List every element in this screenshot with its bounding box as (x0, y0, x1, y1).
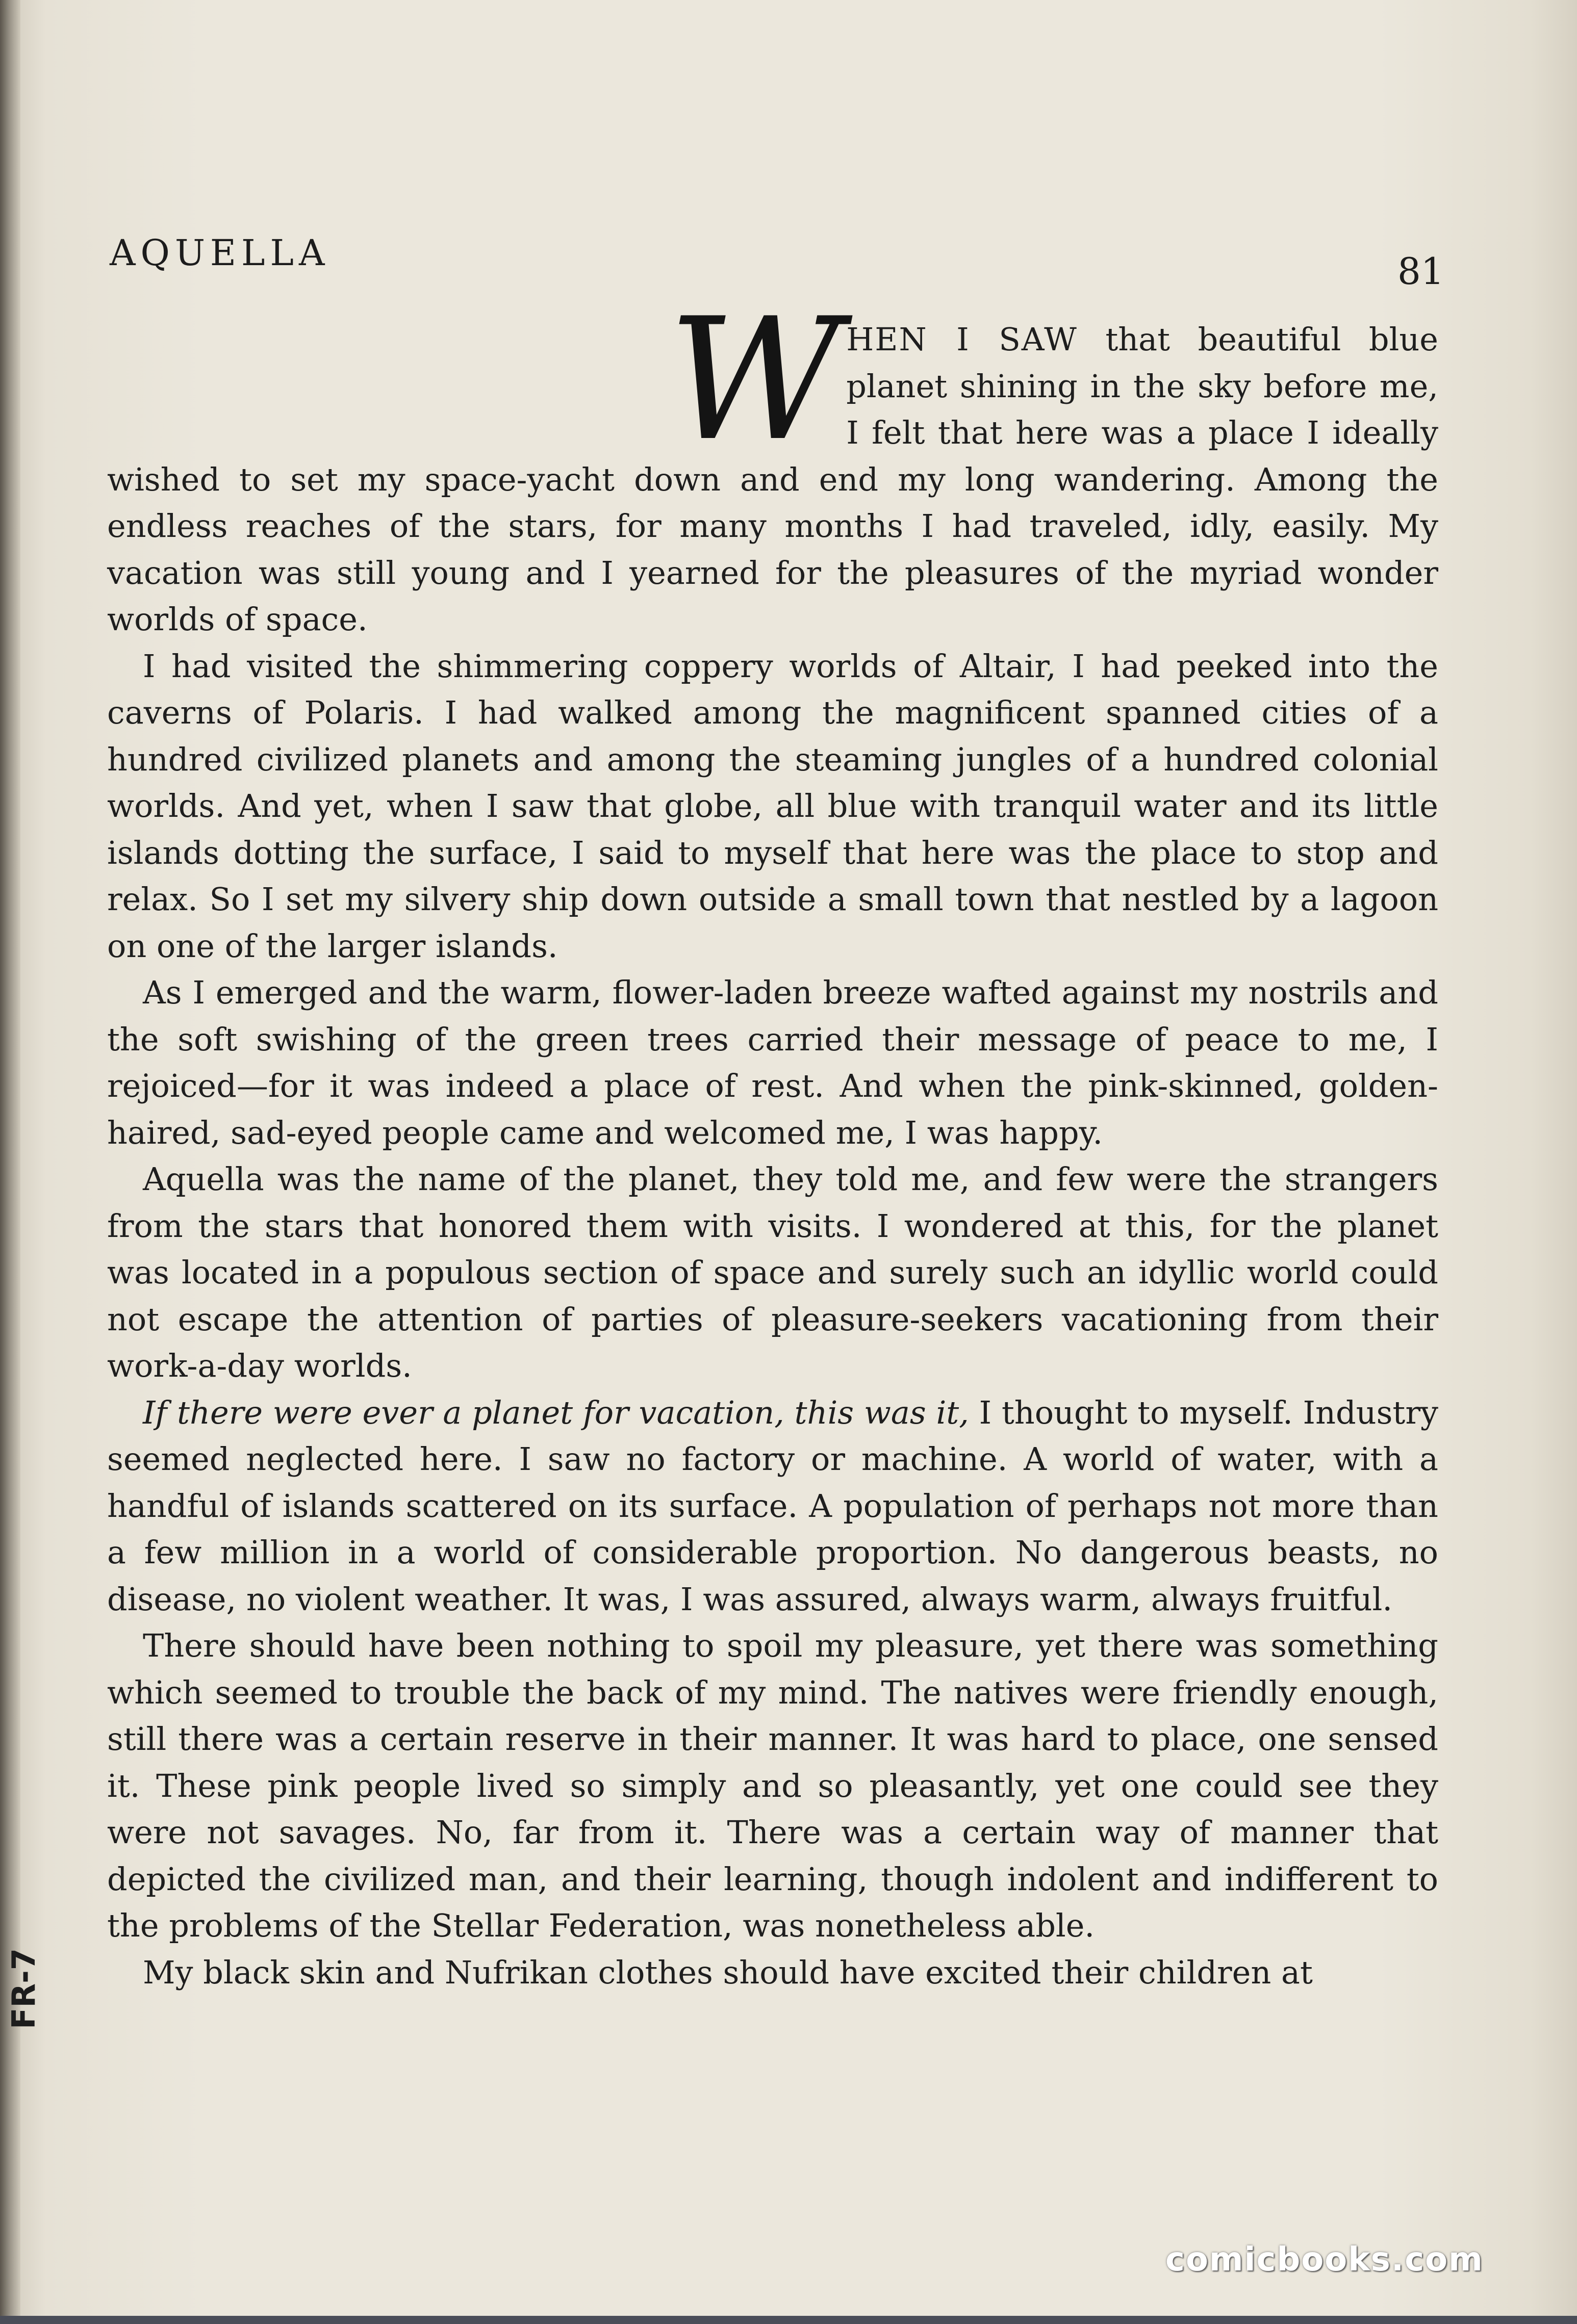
scan-bottom-edge (0, 2316, 1577, 2324)
paragraph-5 (107, 1389, 1438, 1623)
paragraph-1-text: that beautiful blue planet shining in the sky before me, I felt that here was a place I ideally wished to set my space-yacht down and end my long wandering. Among the endless reaches of the stars, for many months I had traveled, idly, easily. My vacation was still young and I yearned for the pleasures of the myriad wonder worlds of space. (107, 321, 1438, 638)
dropcap-offset (107, 316, 668, 454)
watermark: comicbooks.com (1165, 2241, 1484, 2279)
opening-words: HEN I SAW (846, 321, 1078, 358)
paragraph-4: Aquella was the name of the planet, they told me, and few were the strangers from the stars that honored them with visits. I wondered at this, for the planet was located in a populous section of space and surely such an idyllic world could not escape the attention of parties of pleasure-seekers vacationing from their work-a-day worlds. (107, 1160, 1438, 1384)
paragraph-6: There should have been nothing to spoil my pleasure, yet there was something which seemed to trouble the back of my mind. The natives were friendly enough, still there was a certain reserve in their manner. It was hard to place, one sensed it. These pink people lived so simply and so pleasantly, yet one could see they were not savages. No, far from it. There was a certain way of manner that depicted the civilized man, and their learning, though indolent and indifferent to the problems of the Stellar Federation, was nonetheless able. (107, 1627, 1438, 1944)
paragraph-5-text: I thought to myself. Industry seemed neglected here. I saw no factory or machine. A world of water, with a handful of islands scattered on its surface. A population of perhaps not more than a few million in a world of considerable proportion. No dangerous beasts, no disease, no violent weather. It was, I was assured, always warm, always fruitful. (107, 1393, 1438, 1618)
paragraph-2: I had visited the shimmering coppery worlds of Altair, I had peeked into the caverns of Polaris. I had walked among the magnificent spanned cities of a hundred civilized planets and among the steaming jungles of a hundred colonial worlds. And yet, when I saw that globe, all blue with tranquil water and its little islands dotting the surface, I said to myself that here was the place to stop and relax. So I set my silvery ship down outside a small town that nestled by a lagoon on one of the larger islands. (107, 647, 1438, 965)
story-body (107, 282, 1438, 1996)
paragraph-1 (107, 282, 1438, 643)
running-head: AQUELLA (110, 232, 330, 274)
paragraph-3: As I emerged and the warm, flower-laden breeze wafted against my nostrils and the soft swishing of the green trees carried their message of peace to me, I rejoiced—for it was indeed a place of rest. And when the pink-skinned, golden-haired, sad-eyed people came and welcomed me, I was happy. (107, 974, 1438, 1151)
drop-cap: W (668, 282, 842, 478)
italic-thought: If there were ever a planet for vacation, this was it, (143, 1393, 969, 1431)
page-number: 81 (1397, 250, 1444, 293)
paragraph-7: My black skin and Nufrikan clothes should have excited their children at (143, 1953, 1313, 1991)
side-code-label: FR-7 (5, 1948, 42, 2029)
